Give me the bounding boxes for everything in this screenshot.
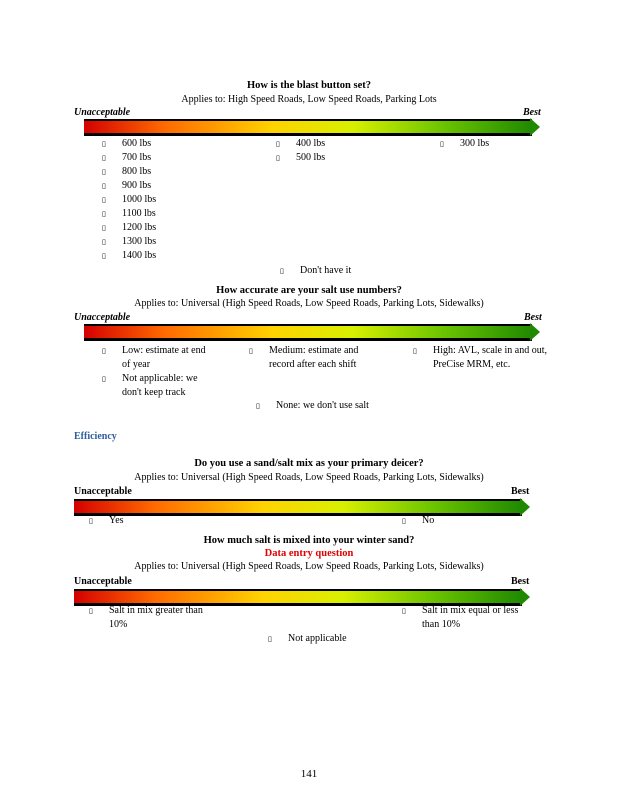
checkbox-icon[interactable]: ▯ bbox=[102, 224, 106, 232]
q4-option-na[interactable]: ▯ Not applicable bbox=[268, 633, 347, 644]
checkbox-icon[interactable]: ▯ bbox=[102, 210, 106, 218]
q2-option-na[interactable]: ▯ Not applicable: we don't keep track bbox=[102, 373, 198, 398]
checkbox-icon[interactable]: ▯ bbox=[102, 375, 106, 383]
q2-title: How accurate are your salt use numbers? bbox=[216, 285, 402, 296]
page-number: 141 bbox=[300, 768, 318, 780]
q2-option-high[interactable]: ▯ High: AVL, scale in and out, PreCise MRM, etc. bbox=[413, 345, 547, 370]
q4-title: How much salt is mixed into your winter sand? bbox=[203, 535, 415, 546]
q1-scale-arrow bbox=[530, 118, 540, 136]
q2-option-medium[interactable]: ▯ Medium: estimate and record after each shift bbox=[249, 345, 359, 370]
q1-option[interactable]: ▯ 300 lbs bbox=[440, 138, 490, 149]
checkbox-icon[interactable]: ▯ bbox=[402, 517, 406, 525]
q2-applies: Applies to: Universal (High Speed Roads, Low Speed Roads, Parking Lots, Sidewalks) bbox=[134, 298, 484, 309]
q1-option[interactable]: ▯ 400 lbs bbox=[276, 138, 326, 149]
q4-best-label: Best bbox=[511, 576, 530, 587]
q2-option-none[interactable]: ▯ None: we don't use salt bbox=[256, 400, 369, 411]
q2-best-label: Best bbox=[524, 312, 542, 323]
q2-scale-arrow bbox=[530, 323, 540, 341]
q3-unacceptable-label: Unacceptable bbox=[74, 486, 132, 497]
q1-scale-bar bbox=[84, 119, 532, 136]
q3-title: Do you use a sand/salt mix as your primary deicer? bbox=[194, 458, 424, 469]
q1-option[interactable]: ▯ 1000 lbs bbox=[102, 194, 157, 205]
checkbox-icon[interactable]: ▯ bbox=[89, 517, 93, 525]
q1-applies: Applies to: High Speed Roads, Low Speed Roads, Parking Lots bbox=[181, 94, 437, 105]
checkbox-icon[interactable]: ▯ bbox=[276, 154, 280, 162]
q1-option[interactable]: ▯ 600 lbs bbox=[102, 138, 152, 149]
q1-unacceptable-label: Unacceptable bbox=[74, 107, 131, 118]
q1-option[interactable]: ▯ 1300 lbs bbox=[102, 236, 157, 247]
q1-option[interactable]: ▯ 1200 lbs bbox=[102, 222, 157, 233]
q3-applies: Applies to: Universal (High Speed Roads, Low Speed Roads, Parking Lots, Sidewalks) bbox=[134, 472, 484, 483]
checkbox-icon[interactable]: ▯ bbox=[89, 607, 93, 615]
q2-option-low[interactable]: ▯ Low: estimate at end of year bbox=[102, 345, 206, 370]
q3-scale-bar bbox=[74, 499, 522, 516]
checkbox-icon[interactable]: ▯ bbox=[102, 140, 106, 148]
checkbox-icon[interactable]: ▯ bbox=[280, 267, 284, 275]
checkbox-icon[interactable]: ▯ bbox=[102, 347, 106, 355]
checkbox-icon[interactable]: ▯ bbox=[102, 182, 106, 190]
checkbox-icon[interactable]: ▯ bbox=[102, 196, 106, 204]
q4-option-greater[interactable]: ▯ Salt in mix greater than 10% bbox=[89, 605, 203, 630]
q1-option[interactable]: ▯ 700 lbs bbox=[102, 152, 152, 163]
q1-option[interactable]: ▯ 800 lbs bbox=[102, 166, 152, 177]
checkbox-icon[interactable]: ▯ bbox=[413, 347, 417, 355]
q2-unacceptable-label: Unacceptable bbox=[74, 312, 131, 323]
q3-best-label: Best bbox=[511, 486, 530, 497]
q3-option-yes[interactable]: ▯ Yes bbox=[89, 515, 124, 526]
q1-title: How is the blast button set? bbox=[247, 80, 371, 91]
q1-option[interactable]: ▯ 500 lbs bbox=[276, 152, 326, 163]
checkbox-icon[interactable]: ▯ bbox=[440, 140, 444, 148]
section-heading-efficiency: Efficiency bbox=[74, 431, 117, 442]
q2-scale-bar bbox=[84, 324, 532, 341]
q1-option-none[interactable]: ▯ Don't have it bbox=[280, 265, 352, 276]
checkbox-icon[interactable]: ▯ bbox=[268, 635, 272, 643]
q4-data-entry-note: Data entry question bbox=[264, 548, 354, 559]
q1-best-label: Best bbox=[523, 107, 541, 118]
checkbox-icon[interactable]: ▯ bbox=[102, 168, 106, 176]
q3-scale-arrow bbox=[520, 498, 530, 516]
checkbox-icon[interactable]: ▯ bbox=[102, 154, 106, 162]
checkbox-icon[interactable]: ▯ bbox=[402, 607, 406, 615]
checkbox-icon[interactable]: ▯ bbox=[256, 402, 260, 410]
q1-option[interactable]: ▯ 1400 lbs bbox=[102, 250, 157, 261]
q1-option[interactable]: ▯ 1100 lbs bbox=[102, 208, 156, 219]
q4-option-equal[interactable]: ▯ Salt in mix equal or less than 10% bbox=[402, 605, 519, 630]
q3-option-no[interactable]: ▯ No bbox=[402, 515, 435, 526]
checkbox-icon[interactable]: ▯ bbox=[276, 140, 280, 148]
q1-option[interactable]: ▯ 900 lbs bbox=[102, 180, 152, 191]
q4-applies: Applies to: Universal (High Speed Roads, Low Speed Roads, Parking Lots, Sidewalks) bbox=[134, 561, 484, 572]
checkbox-icon[interactable]: ▯ bbox=[249, 347, 253, 355]
checkbox-icon[interactable]: ▯ bbox=[102, 252, 106, 260]
checkbox-icon[interactable]: ▯ bbox=[102, 238, 106, 246]
q4-unacceptable-label: Unacceptable bbox=[74, 576, 132, 587]
